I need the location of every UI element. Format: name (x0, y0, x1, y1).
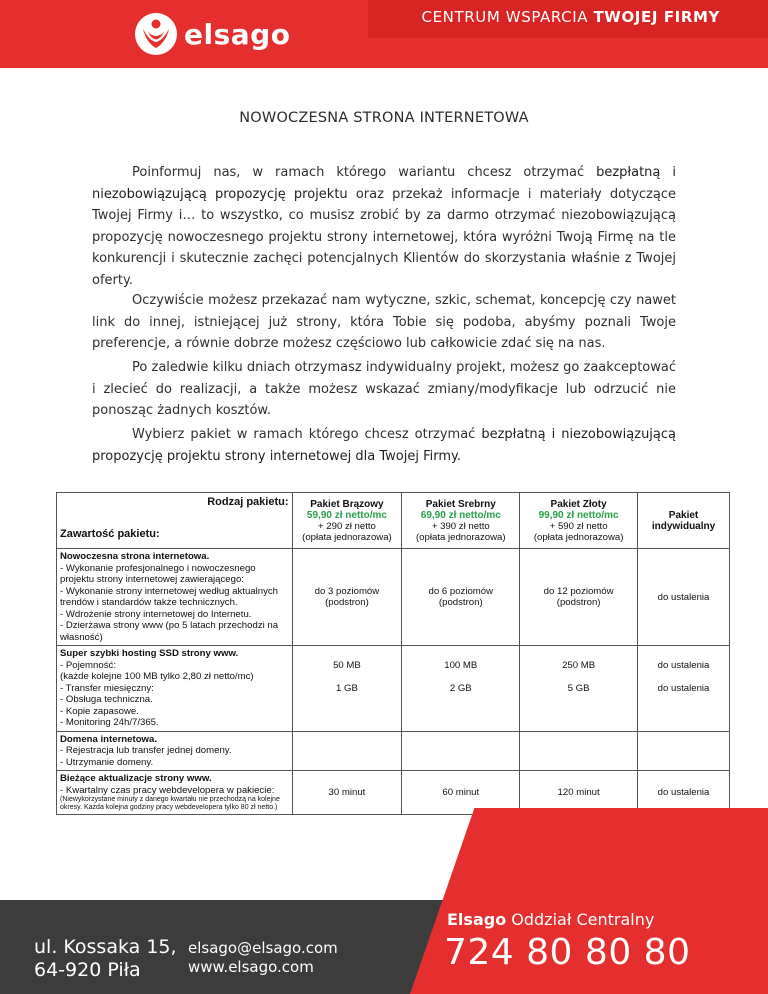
capacity-value: do ustalenia (657, 659, 710, 671)
paragraph-guidelines: Oczywiście możesz przekazać nam wytyczne, szkic, schemat, koncepcję czy nawet link do innej, istniejącej już strony, która Tobie się podoba, abyśmy poznali Twoje preferencje, a równie dobrze możesz częściowo lub całkowicie zdać się na nas. (92, 293, 676, 351)
transfer-value: 2 GB (449, 682, 472, 694)
cell-value: do 12 poziomów (podstron) (520, 549, 638, 646)
table-row-hosting (57, 646, 730, 732)
header-title-bold: TWOJEJ FIRMY (593, 8, 720, 26)
p1-highlight: bezpłatną i niezobowiązującą propozycję projektu (92, 165, 676, 202)
row-line: - Monitoring 24h/7/365. (60, 717, 159, 728)
p4-highlight: bezpłatną i niezobowiązującą propozycję projektu strony internetowej dla Twojej Firmy. (92, 427, 676, 464)
cell-value (402, 646, 520, 732)
package-name: Pakiet Złoty (550, 498, 607, 510)
row-line: - Rejestracja lub transfer jednej domeny. (60, 745, 232, 756)
package-table (56, 492, 730, 815)
row-title: Bieżące aktualizacje strony www. (60, 773, 212, 784)
row-line: - Kopie zapasowe. (60, 705, 139, 717)
row-updates-desc (57, 771, 293, 815)
header (0, 0, 768, 68)
footer-contact (188, 939, 338, 977)
paragraph-choose (92, 424, 676, 467)
row-line: - Kwartalny czas pracy webdevelopera w pakiecie: (60, 784, 275, 796)
p1-start: Poinformuj nas, w ramach którego wariantu chcesz otrzymać (132, 165, 597, 180)
branch-label (447, 910, 654, 929)
capacity-value: 50 MB (333, 659, 361, 671)
footer-email-link[interactable]: elsago@elsago.com (188, 939, 338, 957)
cell-value: 60 minut (402, 771, 520, 815)
cell-value: do ustalenia (638, 771, 730, 815)
row-footnote: (Niewykorzystane minuty z danego kwartału nie przechodzą na kolejne okresy. Każda kolejna godziny pracy webdevelopera tylko 80 zł netto.) (60, 796, 280, 811)
package-note: (opłata jednorazowa) (533, 531, 624, 543)
package-note: (opłata jednorazowa) (302, 531, 392, 543)
logo[interactable] (134, 12, 290, 56)
p4-start: Wybierz pakiet w ramach którego chcesz otrzymać (132, 427, 482, 442)
package-name: Pakiet Brązowy (310, 498, 384, 510)
address-line2: 64-920 Piła (34, 959, 141, 981)
package-price: 59,90 zł netto/mc (306, 509, 387, 521)
phone-number[interactable]: 724 80 80 80 (444, 932, 691, 973)
cell-value: 120 minut (520, 771, 638, 815)
page-title: NOWOCZESNA STRONA INTERNETOWA (239, 110, 529, 126)
paragraph-intro (92, 162, 676, 291)
package-price: 99,90 zł netto/mc (538, 509, 619, 521)
row-title: Domena internetowa. (60, 733, 158, 745)
package-type-label: Rodzaj pakietu: (207, 496, 289, 508)
transfer-value: do ustalenia (657, 682, 710, 694)
cell-value: do 6 poziomów (podstron) (402, 549, 520, 646)
cell-value (638, 646, 730, 732)
cell-empty (520, 731, 638, 771)
table-row-domain (57, 731, 730, 771)
capacity-value: 100 MB (444, 659, 478, 671)
cell-value (520, 646, 638, 732)
row-line: (każde kolejne 100 MB tylko 2,80 zł netto/mc) (60, 671, 254, 682)
elsago-logo-icon (134, 12, 178, 56)
branch-rest: Oddział Centralny (506, 910, 655, 929)
cell-value: do 3 poziomów (podstron) (292, 549, 402, 646)
row-line: - Wykonanie strony internetowej według aktualnych trendów i standardów także technicznych. (60, 585, 279, 608)
branch-bold: Elsago (447, 910, 507, 929)
footer-address (34, 936, 177, 982)
row-line: - Wdrożenie strony internetowej do Internetu. (60, 608, 252, 620)
header-title (422, 8, 720, 26)
cell-empty (638, 731, 730, 771)
transfer-value: 5 GB (567, 682, 590, 694)
row-hosting-desc (57, 646, 293, 732)
package-name: Pakiet Srebrny (425, 498, 496, 510)
package-bronze-header (292, 493, 402, 549)
row-line: - Dzierżawa strony www (po 5 latach przechodzi na własność) (60, 620, 279, 643)
cell-value: do ustalenia (638, 549, 730, 646)
table-row-updates (57, 771, 730, 815)
header-label-cell (57, 493, 293, 549)
logo-text: elsago (184, 17, 291, 51)
table-header-row (57, 493, 730, 549)
package-setup: + 590 zł netto (549, 520, 608, 532)
capacity-value: 250 MB (562, 659, 596, 671)
package-individual-header (638, 493, 730, 549)
p1-end: oraz przekaż informacje i materiały dotyczące Twojej Firmy i… to wszystko, co musisz zrobić by za darmo otrzymać niezobowiązującą propozycję nowoczesnego projektu strony internetowej, która wyróżni Twoją Firmę na tle konkurencji i skutecznie zachęci potencjalnych Klientów do skorzystania właśnie z Twojej oferty. (92, 186, 676, 288)
row-line: - Wykonanie profesjonalnego i nowoczesnego projektu strony internetowej zawierającego: (60, 562, 256, 585)
row-title: Nowoczesna strona internetowa. (60, 551, 210, 562)
package-gold-header (520, 493, 638, 549)
cell-empty (292, 731, 402, 771)
cell-value: 30 minut (292, 771, 402, 815)
row-line: - Transfer miesięczny: (60, 682, 154, 694)
cell-value (292, 646, 402, 732)
cell-empty (402, 731, 520, 771)
package-note: (opłata jednorazowa) (415, 531, 506, 543)
row-website-desc (57, 549, 293, 646)
transfer-value: 1 GB (336, 682, 358, 694)
package-setup: + 390 zł netto (431, 520, 490, 532)
package-price: 69,90 zł netto/mc (420, 509, 501, 521)
row-line: - Utrzymanie domeny. (60, 756, 154, 768)
row-title: Super szybki hosting SSD strony www. (60, 648, 239, 659)
address-line1: ul. Kossaka 15, (34, 936, 177, 958)
header-title-regular: CENTRUM WSPARCIA (421, 8, 594, 26)
table-row-website (57, 549, 730, 646)
package-silver-header (402, 493, 520, 549)
paragraph-project: Po zaledwie kilku dniach otrzymasz indywidualny projekt, możesz go zaakceptować i zlecieć do realizacji, a także możesz wskazać zmiany/modyfikacje lub odrzucić nie ponosząc żadnych kosztów. (92, 360, 676, 418)
package-content-label: Zawartość pakietu: (60, 527, 160, 540)
package-setup: + 290 zł netto (318, 520, 376, 532)
footer-website-link[interactable]: www.elsago.com (188, 958, 314, 976)
package-name: Pakiet indywidualny (651, 509, 716, 532)
row-line: - Pojemność: (60, 659, 116, 671)
row-line: - Obsługa techniczna. (60, 694, 153, 705)
row-domain-desc (57, 731, 293, 771)
